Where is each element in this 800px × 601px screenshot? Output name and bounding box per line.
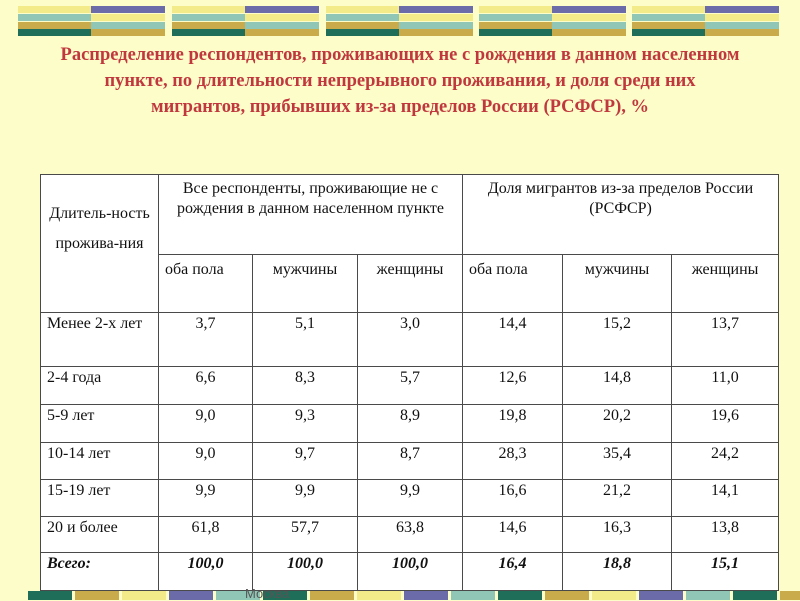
value-cell: 9,0 xyxy=(159,443,253,480)
deco-band xyxy=(552,29,626,36)
deco-band xyxy=(479,14,552,21)
deco-band xyxy=(245,6,319,13)
total-row xyxy=(41,553,779,591)
group-header-migrants: Доля мигрантов из-за пределов России (РСФСР) xyxy=(463,175,779,255)
row-label: 15-19 лет xyxy=(41,480,159,517)
value-cell: 6,6 xyxy=(159,367,253,405)
deco-band xyxy=(399,14,473,21)
deco-segment xyxy=(592,591,636,600)
duration-header-line1: Длитель-ность xyxy=(49,205,150,222)
deco-band xyxy=(172,14,245,21)
value-cell: 5,1 xyxy=(253,313,358,367)
value-cell: 35,4 xyxy=(563,443,672,480)
value-cell: 12,6 xyxy=(463,367,563,405)
total-value-cell: 18,8 xyxy=(563,553,672,591)
value-cell: 9,9 xyxy=(358,480,463,517)
deco-band xyxy=(245,29,319,36)
deco-segment xyxy=(451,591,495,600)
deco-band xyxy=(705,6,779,13)
deco-segment xyxy=(310,591,354,600)
value-cell: 24,2 xyxy=(672,443,779,480)
deco-band xyxy=(479,29,552,36)
deco-band xyxy=(705,22,779,29)
deco-segment xyxy=(404,591,448,600)
deco-band xyxy=(705,29,779,36)
total-value-cell: 100,0 xyxy=(253,553,358,591)
deco-band xyxy=(91,29,165,36)
deco-band xyxy=(18,14,91,21)
value-cell: 20,2 xyxy=(563,405,672,443)
group-header-all: Все респонденты, проживающие не с рождения в данном населенном пункте xyxy=(159,175,463,255)
deco-segment xyxy=(122,591,166,600)
subheader-cell: оба пола xyxy=(159,255,253,313)
row-label: Менее 2-х лет xyxy=(41,313,159,367)
deco-segment xyxy=(733,591,777,600)
deco-band xyxy=(172,6,245,13)
subheader-cell: женщины xyxy=(672,255,779,313)
deco-band xyxy=(91,14,165,21)
deco-band xyxy=(632,14,705,21)
page-title: Распределение респондентов, проживающих не с рождения в данном населенном пункте, по длительности непрерывного проживания, и доля среди них мигрантов, прибывших из-за пределов России (РСФСР), % xyxy=(60,45,740,117)
deco-band xyxy=(552,22,626,29)
value-cell: 9,7 xyxy=(253,443,358,480)
value-cell: 15,2 xyxy=(563,313,672,367)
value-cell: 11,0 xyxy=(672,367,779,405)
deco-band xyxy=(552,14,626,21)
value-cell: 61,8 xyxy=(159,517,253,553)
value-cell: 16,6 xyxy=(463,480,563,517)
deco-band xyxy=(632,22,705,29)
row-label: 20 и более xyxy=(41,517,159,553)
total-value-cell: 15,1 xyxy=(672,553,779,591)
value-cell: 57,7 xyxy=(253,517,358,553)
value-cell: 9,9 xyxy=(253,480,358,517)
deco-band xyxy=(705,14,779,21)
value-cell: 8,7 xyxy=(358,443,463,480)
deco-band xyxy=(326,22,399,29)
deco-band xyxy=(399,22,473,29)
deco-band xyxy=(399,29,473,36)
value-cell: 63,8 xyxy=(358,517,463,553)
footer-text: Москва xyxy=(245,586,290,601)
value-cell: 9,0 xyxy=(159,405,253,443)
deco-band xyxy=(326,6,399,13)
deco-band xyxy=(18,22,91,29)
deco-band xyxy=(172,29,245,36)
deco-band xyxy=(172,22,245,29)
deco-band xyxy=(479,22,552,29)
deco-block xyxy=(172,6,319,36)
deco-segment xyxy=(357,591,401,600)
deco-band xyxy=(632,6,705,13)
top-decoration xyxy=(0,6,800,36)
row-label: 2-4 года xyxy=(41,367,159,405)
deco-band xyxy=(91,22,165,29)
table-row xyxy=(41,480,779,517)
deco-segment xyxy=(75,591,119,600)
value-cell: 8,3 xyxy=(253,367,358,405)
deco-band xyxy=(552,6,626,13)
total-label: Всего: xyxy=(41,553,159,591)
subheader-cell: оба пола xyxy=(463,255,563,313)
deco-band xyxy=(245,14,319,21)
value-cell: 28,3 xyxy=(463,443,563,480)
value-cell: 14,6 xyxy=(463,517,563,553)
duration-header-line2: прожива-ния xyxy=(55,235,144,252)
subheader-cell: мужчины xyxy=(253,255,358,313)
row-label: 5-9 лет xyxy=(41,405,159,443)
value-cell: 9,3 xyxy=(253,405,358,443)
deco-band xyxy=(18,29,91,36)
value-cell: 9,9 xyxy=(159,480,253,517)
deco-block xyxy=(479,6,626,36)
subheader-cell: мужчины xyxy=(563,255,672,313)
value-cell: 13,8 xyxy=(672,517,779,553)
deco-segment xyxy=(169,591,213,600)
deco-block xyxy=(326,6,473,36)
value-cell: 13,7 xyxy=(672,313,779,367)
deco-segment xyxy=(545,591,589,600)
table-row xyxy=(41,367,779,405)
deco-segment xyxy=(28,591,72,600)
table-row xyxy=(41,443,779,480)
deco-band xyxy=(91,6,165,13)
duration-header xyxy=(41,175,159,313)
deco-block xyxy=(18,6,165,36)
deco-band xyxy=(479,6,552,13)
total-value-cell: 100,0 xyxy=(159,553,253,591)
deco-segment xyxy=(780,591,800,600)
value-cell: 14,8 xyxy=(563,367,672,405)
table-row xyxy=(41,405,779,443)
row-label: 10-14 лет xyxy=(41,443,159,480)
deco-band xyxy=(326,29,399,36)
bottom-decoration xyxy=(0,591,800,600)
value-cell: 14,1 xyxy=(672,480,779,517)
subheader-cell: женщины xyxy=(358,255,463,313)
table-row xyxy=(41,313,779,367)
deco-band xyxy=(245,22,319,29)
deco-band xyxy=(18,6,91,13)
deco-segment xyxy=(686,591,730,600)
total-value-cell: 100,0 xyxy=(358,553,463,591)
deco-band xyxy=(399,6,473,13)
deco-band xyxy=(632,29,705,36)
data-table xyxy=(40,174,779,591)
value-cell: 8,9 xyxy=(358,405,463,443)
value-cell: 19,8 xyxy=(463,405,563,443)
deco-band xyxy=(326,14,399,21)
value-cell: 19,6 xyxy=(672,405,779,443)
value-cell: 16,3 xyxy=(563,517,672,553)
table-row xyxy=(41,517,779,553)
value-cell: 3,7 xyxy=(159,313,253,367)
deco-block xyxy=(632,6,779,36)
deco-segment xyxy=(639,591,683,600)
deco-segment xyxy=(498,591,542,600)
value-cell: 21,2 xyxy=(563,480,672,517)
value-cell: 5,7 xyxy=(358,367,463,405)
total-value-cell: 16,4 xyxy=(463,553,563,591)
value-cell: 14,4 xyxy=(463,313,563,367)
value-cell: 3,0 xyxy=(358,313,463,367)
